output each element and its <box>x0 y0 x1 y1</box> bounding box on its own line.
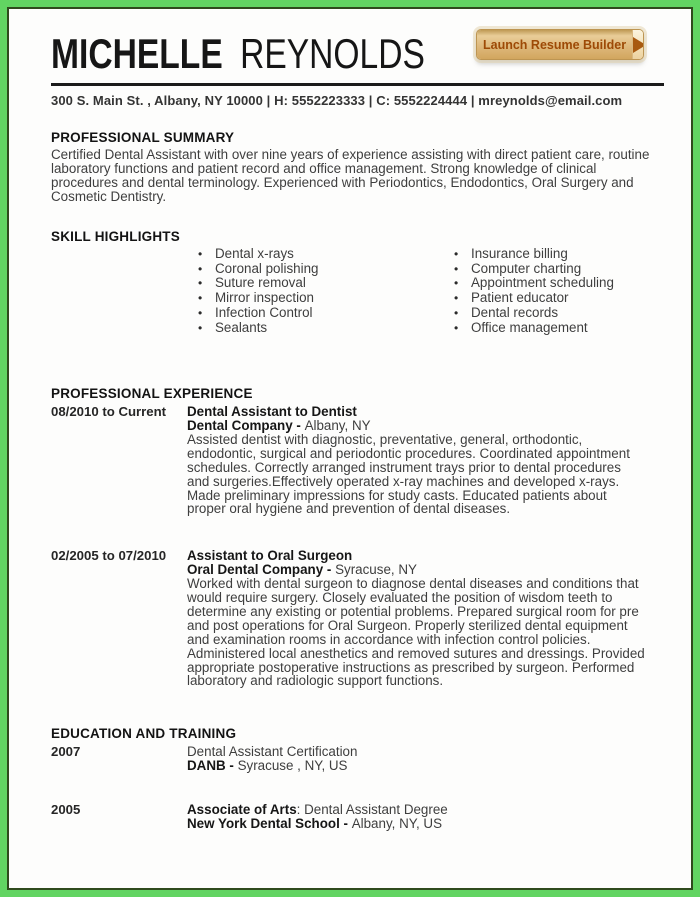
education-degree-line: Dental Assistant Certification <box>187 744 358 760</box>
skill-item: • Infection Control <box>198 305 313 321</box>
job-dates: 08/2010 to Current <box>51 404 167 420</box>
resume-page <box>7 7 693 890</box>
education-school-line: New York Dental School - Albany, NY, US <box>187 816 443 832</box>
skill-item: • Suture removal <box>198 275 306 291</box>
bullet-icon: • <box>454 246 459 261</box>
skill-item: • Office management <box>454 320 588 336</box>
bullet-icon: • <box>454 306 459 321</box>
bullet-icon: • <box>198 291 203 306</box>
skill-item: • Dental x-rays <box>198 245 294 261</box>
job-company-line: Oral Dental Company - Syracuse, NY <box>187 562 417 578</box>
education-entry <box>51 803 646 831</box>
bullet-icon: • <box>198 261 203 276</box>
summary-body: Certified Dental Assistant with over nine years of experience assisting with direct patient care, routine laboratory functions and patient record and office management. Strong knowledge of clinical procedures and dental terminology. Experienced with Periodontics, Endodontics, Oral Surgery and Cosmetic Dentistry. <box>51 147 650 204</box>
job-dates: 02/2005 to 07/2010 <box>51 548 167 564</box>
education-entries <box>51 745 646 831</box>
skill-item: • Sealants <box>198 320 268 336</box>
launch-resume-builder-button[interactable] <box>476 29 644 60</box>
skill-item: • Dental records <box>454 305 559 321</box>
last-name: REYNOLDS <box>240 30 425 77</box>
skill-item: • Computer charting <box>454 260 582 276</box>
experience-heading: PROFESSIONAL EXPERIENCE <box>51 386 253 402</box>
summary-heading: PROFESSIONAL SUMMARY <box>51 130 235 145</box>
header-divider <box>51 83 664 86</box>
skill-item: • Appointment scheduling <box>454 275 614 291</box>
section-skill-highlights <box>51 229 646 336</box>
education-year: 2005 <box>51 802 81 818</box>
education-year: 2007 <box>51 744 81 760</box>
bullet-icon: • <box>454 291 459 306</box>
job-description: Worked with dental surgeon to diagnose dental diseases and conditions that would require surgery. Closely evaluated the position of wisdom teeth to determine any existing or potential problems. Prepared surgical room for pre and post operations for Oral Surgeon. Properly sterilized dental equipment and examination rooms in accordance with infection control policies. Administered local anesthetics and removed sutures and dressings. Provided appropriate postoperative instructions as prescribed by surgeon. Performed laboratory and radiologic support functions. <box>187 576 645 689</box>
first-name: MICHELLE <box>51 30 223 77</box>
bullet-icon: • <box>198 321 203 336</box>
experience-entries <box>51 405 646 688</box>
contact-info: 300 S. Main St. , Albany, NY 10000 | H: 5552223333 | C: 5552224444 | mreynolds@email.com <box>51 93 623 108</box>
job-description: Assisted dentist with diagnostic, preventative, general, orthodontic, endodontic, surgical and periodontic procedures. Coordinated appointment schedules. Correctly arranged instrument trays prior to dental procedures and surgeries.Effectively operated x-ray machines and developed x-rays. Made preliminary impressions for study casts. Educated patients about proper oral hygiene and prevention of dental diseases. <box>187 431 630 517</box>
launch-resume-builder-label: Launch Resume Builder <box>477 30 632 59</box>
section-professional-summary <box>51 130 650 204</box>
skill-item: • Coronal polishing <box>198 260 319 276</box>
job-company-line: Dental Company - Albany, NY <box>187 417 371 433</box>
education-heading: EDUCATION AND TRAINING <box>51 726 237 742</box>
education-entry <box>51 745 646 773</box>
section-education-training <box>51 726 646 831</box>
arrow-right-icon <box>632 30 644 59</box>
education-school-line: DANB - Syracuse , NY, US <box>187 758 348 774</box>
section-professional-experience <box>51 386 646 688</box>
skills-column-2 <box>454 247 614 336</box>
skills-column-1 <box>198 247 454 336</box>
skills-heading: SKILL HIGHLIGHTS <box>51 228 180 244</box>
skill-item: • Patient educator <box>454 290 569 306</box>
bullet-icon: • <box>454 261 459 276</box>
experience-entry <box>51 405 646 516</box>
bullet-icon: • <box>198 276 203 291</box>
job-title: Assistant to Oral Surgeon <box>187 548 353 564</box>
skill-item: • Insurance billing <box>454 245 568 261</box>
bullet-icon: • <box>454 321 459 336</box>
experience-entry <box>51 549 646 688</box>
skill-item: • Mirror inspection <box>198 290 314 306</box>
skills-columns <box>198 247 646 336</box>
bullet-icon: • <box>198 246 203 261</box>
education-degree-line: Associate of Arts: Dental Assistant Degree <box>187 802 448 818</box>
job-title: Dental Assistant to Dentist <box>187 404 357 420</box>
bullet-icon: • <box>198 306 203 321</box>
bullet-icon: • <box>454 276 459 291</box>
